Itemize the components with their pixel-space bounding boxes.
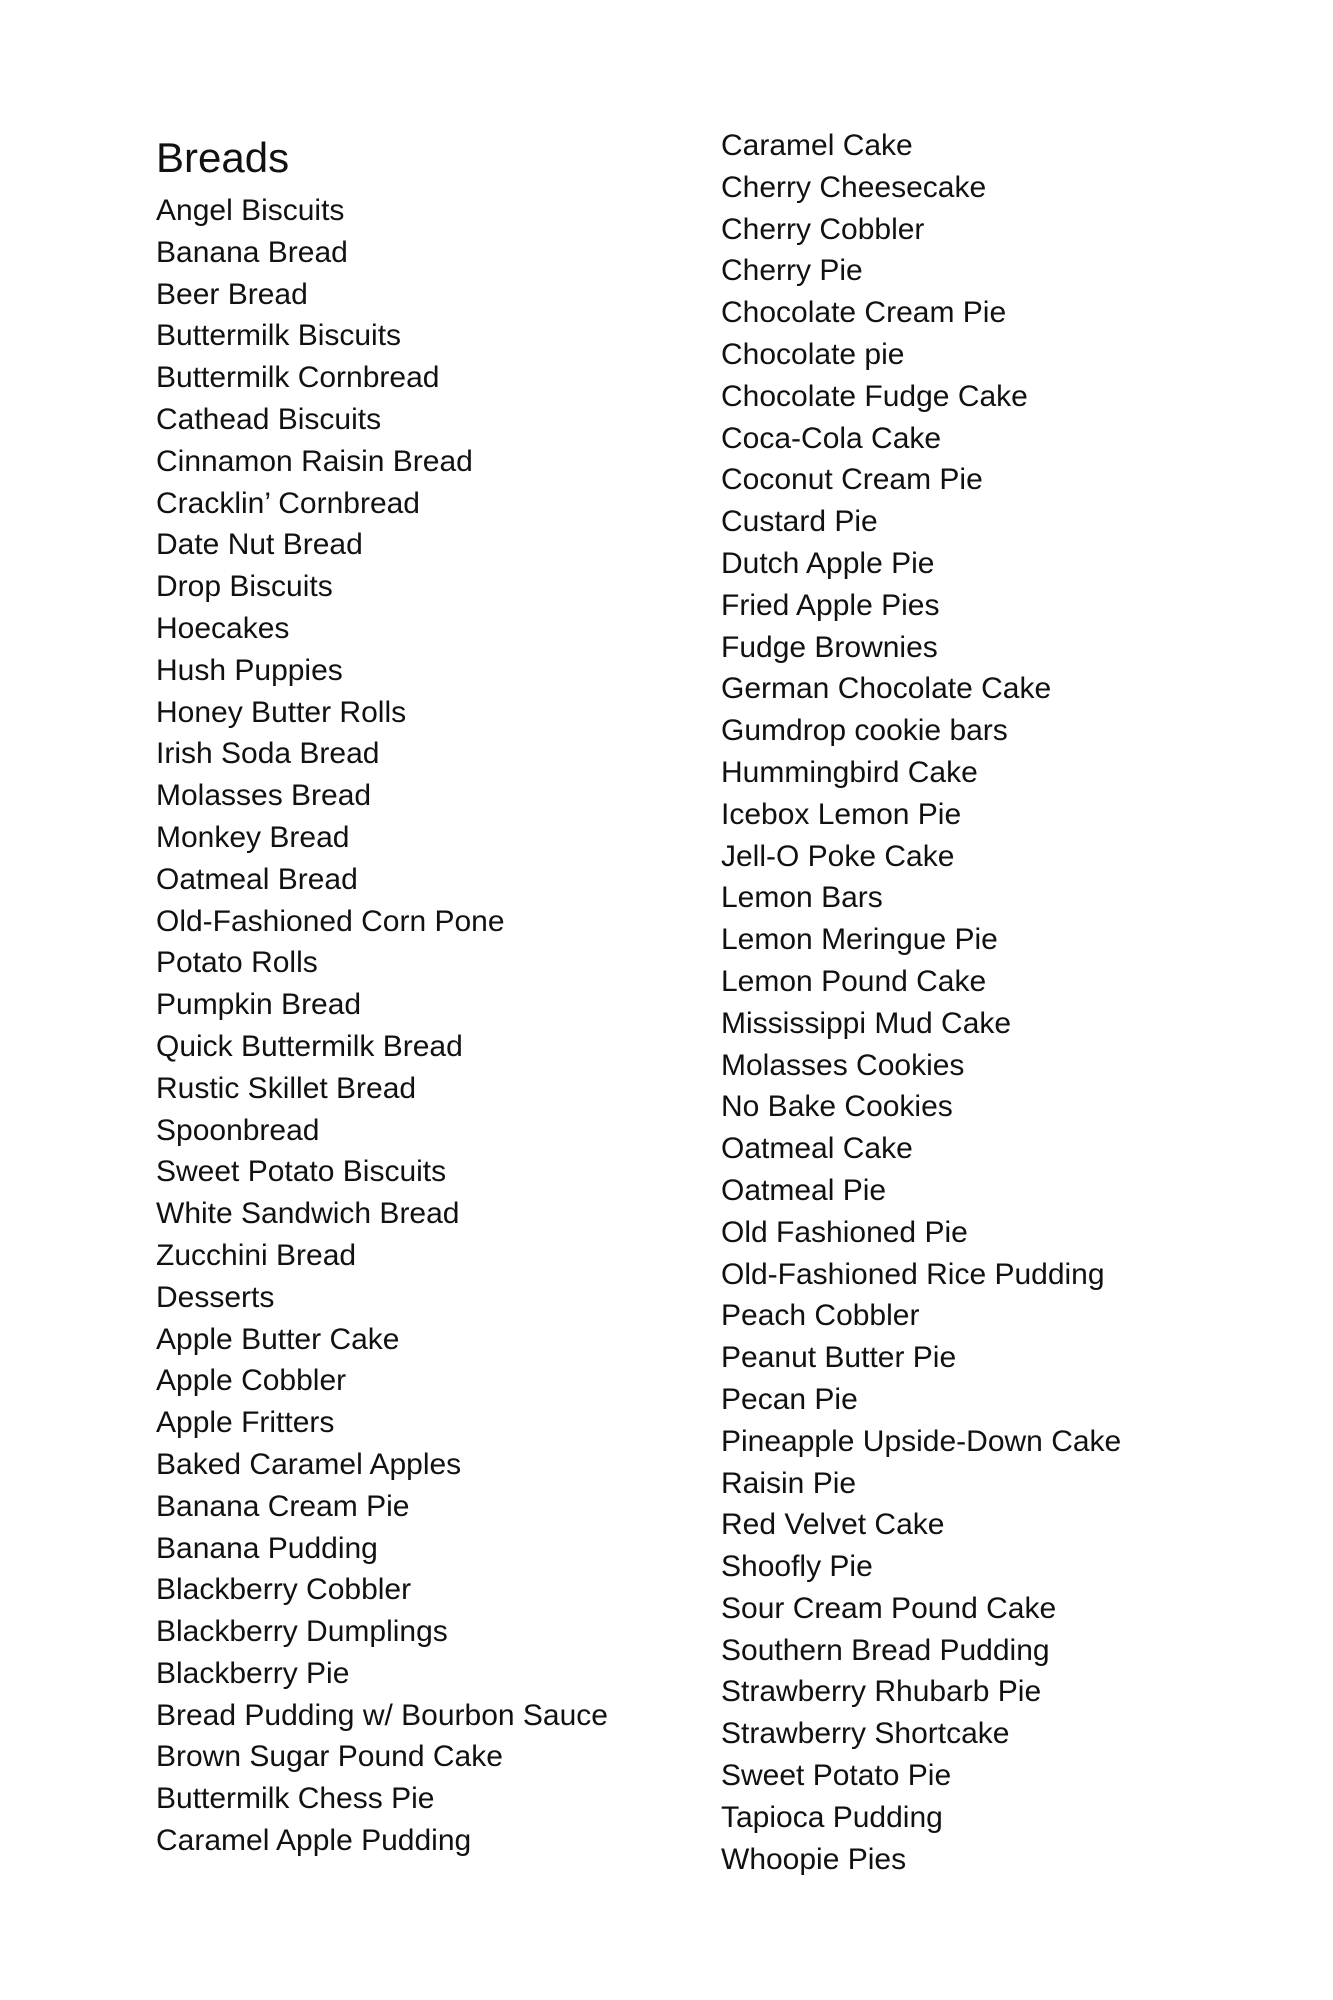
list-item: Tapioca Pudding	[721, 1800, 943, 1834]
list-item: Chocolate pie	[721, 337, 905, 371]
list-item: Lemon Meringue Pie	[721, 923, 998, 957]
list-item: Hummingbird Cake	[721, 755, 978, 789]
list-item: Honey Butter Rolls	[156, 695, 407, 729]
list-item: Coca-Cola Cake	[721, 421, 942, 455]
list-item: Hush Puppies	[156, 653, 343, 687]
list-item: Gumdrop cookie bars	[721, 714, 1008, 748]
list-item: Buttermilk Biscuits	[156, 319, 402, 353]
list-item: Apple Cobbler	[156, 1364, 347, 1398]
list-item: Chocolate Cream Pie	[721, 296, 1007, 330]
list-item: Banana Cream Pie	[156, 1489, 410, 1523]
list-item: Quick Buttermilk Bread	[156, 1029, 463, 1063]
list-item: Buttermilk Chess Pie	[156, 1782, 435, 1816]
list-item: Cinnamon Raisin Bread	[156, 444, 473, 478]
list-item: Lemon Bars	[721, 881, 883, 915]
list-item: Strawberry Rhubarb Pie	[721, 1675, 1042, 1709]
list-item: Old-Fashioned Rice Pudding	[721, 1257, 1105, 1291]
list-item: Whoopie Pies	[721, 1842, 907, 1876]
list-item: Coconut Cream Pie	[721, 463, 983, 497]
list-item: Raisin Pie	[721, 1466, 857, 1500]
list-item: Beer Bread	[156, 277, 308, 311]
list-item: Caramel Cake	[721, 129, 913, 162]
list-item: Old-Fashioned Corn Pone	[156, 904, 505, 938]
list-item: Drop Biscuits	[156, 570, 333, 604]
list-item: Angel Biscuits	[156, 194, 345, 227]
list-item: Potato Rolls	[156, 946, 318, 980]
list-item: Peach Cobbler	[721, 1299, 920, 1333]
list-item: Spoonbread	[156, 1113, 320, 1147]
list-item: Dutch Apple Pie	[721, 546, 935, 580]
list-item: Monkey Bread	[156, 820, 350, 854]
list-item: Hoecakes	[156, 611, 290, 645]
list-item: Blackberry Cobbler	[156, 1573, 412, 1607]
list-item: Oatmeal Pie	[721, 1173, 887, 1207]
list-item: Banana Pudding	[156, 1531, 378, 1565]
list-item: Sweet Potato Pie	[721, 1759, 952, 1793]
list-item: Mississippi Mud Cake	[721, 1006, 1012, 1040]
list-item: Baked Caramel Apples	[156, 1447, 462, 1481]
list-item: Icebox Lemon Pie	[721, 797, 962, 831]
list-item: Oatmeal Cake	[721, 1132, 913, 1166]
list-item: Peanut Butter Pie	[721, 1341, 957, 1375]
list-item: Blackberry Pie	[156, 1656, 350, 1690]
list-item: Sour Cream Pound Cake	[721, 1591, 1057, 1625]
list-item: Pecan Pie	[721, 1382, 858, 1416]
list-item: Southern Bread Pudding	[721, 1633, 1050, 1667]
left-recipe-list	[156, 190, 696, 1862]
list-item: Buttermilk Cornbread	[156, 361, 440, 395]
list-item: Molasses Bread	[156, 779, 372, 813]
list-item: Cherry Cheesecake	[721, 170, 987, 204]
right-recipe-list	[721, 125, 1281, 1880]
list-item: Fried Apple Pies	[721, 588, 940, 622]
list-item: Apple Fritters	[156, 1406, 335, 1440]
list-item: Pumpkin Bread	[156, 988, 362, 1022]
list-item: Bread Pudding w/ Bourbon Sauce	[156, 1698, 608, 1732]
list-item: Banana Bread	[156, 235, 348, 269]
list-item: Zucchini Bread	[156, 1238, 357, 1272]
section-heading-breads: Breads	[156, 134, 290, 181]
list-item: Molasses Cookies	[721, 1048, 965, 1082]
list-item: Date Nut Bread	[156, 528, 363, 562]
list-item: Strawberry Shortcake	[721, 1717, 1010, 1751]
list-item: Blackberry Dumplings	[156, 1615, 448, 1649]
list-item: Pineapple Upside-Down Cake	[721, 1424, 1122, 1458]
list-item: Brown Sugar Pound Cake	[156, 1740, 503, 1774]
list-item: Lemon Pound Cake	[721, 964, 987, 998]
list-item: Caramel Apple Pudding	[156, 1824, 472, 1858]
list-item: Custard Pie	[721, 505, 878, 539]
list-item: Rustic Skillet Bread	[156, 1071, 417, 1105]
list-item: Jell-O Poke Cake	[721, 839, 955, 873]
right-column	[721, 125, 1281, 1880]
list-item: Oatmeal Bread	[156, 862, 358, 896]
list-item: Old Fashioned Pie	[721, 1215, 968, 1249]
list-item: Cherry Cobbler	[721, 212, 925, 246]
left-column	[156, 126, 696, 1862]
list-item: Irish Soda Bread	[156, 737, 380, 771]
list-item: Fudge Brownies	[721, 630, 938, 664]
list-item: Desserts	[156, 1280, 275, 1314]
list-item: Red Velvet Cake	[721, 1508, 945, 1542]
list-item: Shoofly Pie	[721, 1550, 873, 1584]
list-item: Chocolate Fudge Cake	[721, 379, 1028, 413]
list-item: Sweet Potato Biscuits	[156, 1155, 447, 1189]
list-item: Cathead Biscuits	[156, 402, 382, 436]
list-item: Apple Butter Cake	[156, 1322, 400, 1356]
list-item: German Chocolate Cake	[721, 672, 1052, 706]
list-item: White Sandwich Bread	[156, 1197, 460, 1231]
list-item: No Bake Cookies	[721, 1090, 953, 1124]
list-item: Cracklin’ Cornbread	[156, 486, 420, 520]
list-item: Cherry Pie	[721, 254, 863, 288]
